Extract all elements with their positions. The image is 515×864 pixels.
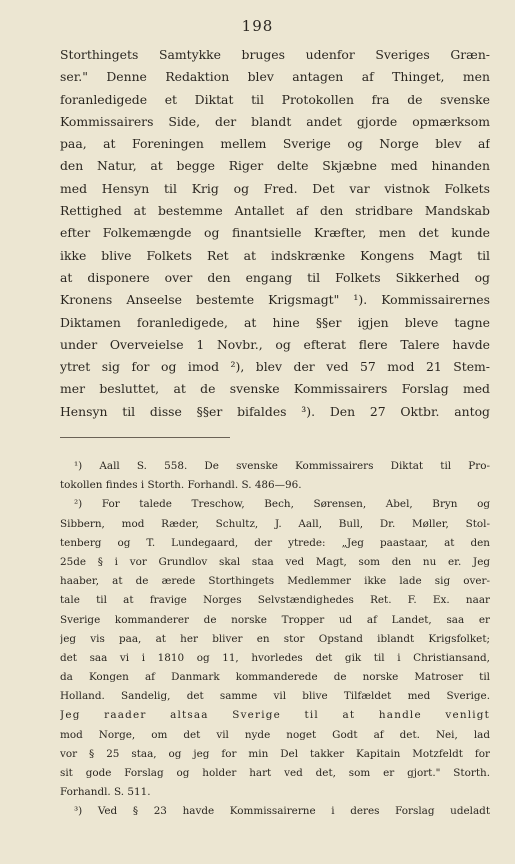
body-line: ytret sig for og imod ²), blev der ved 57 mod 21 Stem- [60, 359, 490, 375]
footnote-2-line: tenberg og T. Lundegaard, der ytrede: „Jeg paastaar, at den [60, 536, 490, 549]
footnote-2-line: da Kongen af Danmark kommanderede de norske Matroser til [60, 671, 490, 684]
footnote-2-line: ²) For talede Treschow, Bech, Sørensen, Abel, Bryn og [74, 498, 490, 511]
body-line: Kommissairers Side, der blandt andet gjorde opmærksom [60, 113, 490, 129]
body-line: Kronens Anseelse bestemte Krigsmagt" ¹). Kommissairernes [60, 292, 490, 308]
footnote-2-line: sit gode Forslag og holder hart ved det, som er gjort." Storth. [60, 767, 490, 779]
body-line: den Natur, at begge Riger delte Skjæbne med hinanden [60, 158, 490, 174]
body-line: Diktamen foranledigede, at hine §§er igjen bleve tagne [60, 314, 490, 330]
body-line: Hensyn til disse §§er bifaldes ³). Den 27 Oktbr. antog [60, 403, 490, 419]
body-line: paa, at Foreningen mellem Sverige og Norge blev af [60, 136, 490, 152]
body-line: foranledigede et Diktat til Protokollen fra de svenske [60, 91, 490, 107]
body-line: Rettighed at bestemme Antallet af den stridbare Mandskab [60, 203, 490, 219]
body-line: Storthingets Samtykke bruges udenfor Sveriges Græn- [60, 47, 490, 62]
footnote-3-line: ³) Ved § 23 havde Kommissairerne i deres Forslag udeladt [74, 805, 490, 818]
footnote-divider [60, 437, 230, 438]
footnote-2-line: Holland. Sandelig, det samme vil blive Tilfældet med Sverige. [60, 690, 490, 703]
body-line: ikke blive Folkets Ret at indskrænke Kongens Magt til [60, 247, 490, 263]
footnote-2-line: 25de § i vor Grundlov skal staa ved Magt, som den nu er. Jeg [60, 555, 490, 568]
body-line: med Hensyn til Krig og Fred. Det var vistnok Folkets [60, 180, 490, 196]
page-number: 198 [241, 17, 274, 35]
body-line: mer besluttet, at de svenske Kommissairers Forslag med [60, 381, 490, 397]
body-line: efter Folkemængde og finantsielle Kræfter, men det kunde [60, 225, 490, 241]
footnote-2-line: vor § 25 staa, og jeg for min Del takker Kapitain Motzfeldt for [60, 747, 490, 760]
footnote-2-line: Sibbern, mod Ræder, Schultz, J. Aall, Bull, Dr. Møller, Stol- [60, 517, 490, 530]
footnote-2-line: det saa vi i 1810 og 11, hvorledes det gik til i Christiansand, [60, 651, 490, 664]
body-line: under Overveielse 1 Novbr., og efterat flere Talere havde [60, 336, 490, 352]
footnote-2-line: Jeg raader altsaa Sverige til at handle venligt [60, 709, 490, 722]
footnotes [60, 457, 490, 822]
body-line: at disponere over den engang til Folkets Sikkerhed og [60, 269, 490, 285]
footnote-2-line: Forhandl. S. 511. [60, 786, 151, 799]
footnote-1-line: tokollen findes i Storth. Forhandl. S. 486—96. [60, 479, 302, 492]
footnote-2-line: haaber, at de ærede Storthingets Medlemmer ikke lade sig over- [60, 575, 490, 588]
footnote-2-line: tale til at fravige Norges Selvstændighedes Ret. F. Ex. naar [60, 594, 490, 607]
body-text [60, 44, 490, 423]
footnote-1-line: ¹) Aall S. 558. De svenske Kommissairers Diktat til Pro- [74, 460, 490, 472]
footnote-2-line: mod Norge, om det vil nyde noget Godt af det. Nei, lad [60, 728, 490, 741]
footnote-2-line: jeg vis paa, at her bliver en stor Opstand iblandt Krigsfolket; [60, 632, 490, 645]
body-line: ser." Denne Redaktion blev antagen af Thinget, men [60, 69, 490, 85]
footnote-2-line: Sverige kommanderer de norske Tropper ud af Landet, saa er [60, 613, 490, 626]
